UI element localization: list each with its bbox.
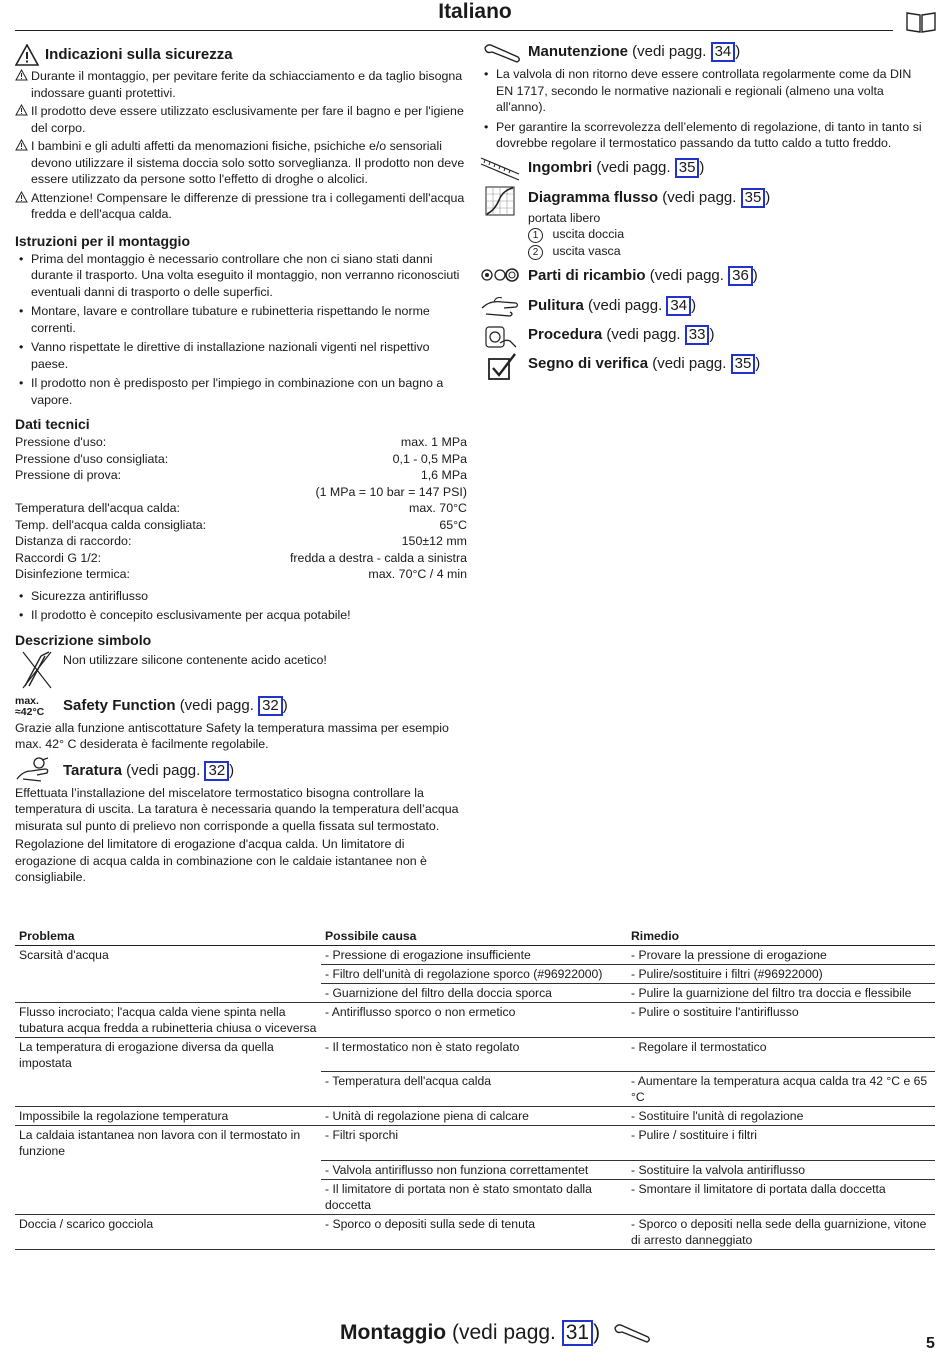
paren-close: ) [282,696,288,714]
cell-remedy: - Aumentare la temperatura acqua calda tra 42 °C e 65 °C [627,1072,935,1107]
verifica-title: Segno di verifica [528,355,649,372]
safety-item [15,103,467,136]
table-row [15,1002,935,1037]
spec-label: Pressione di prova: [15,468,122,482]
safety-function-title: Safety Function [63,696,176,714]
cell-problem [15,1160,321,1179]
paren-close: ) [691,297,697,314]
safety-item-text: Durante il montaggio, per pevitare ferite da schiacciamento e da taglio bisogna indossare guanti protettivi. [31,69,463,100]
procedura-row [480,323,930,351]
paren-close: ) [709,326,715,343]
hand-calibration-icon [15,757,51,783]
wrench-icon [612,1322,652,1344]
paren-close: ) [735,43,741,60]
table-row [15,1160,935,1179]
maintenance-list [480,66,930,152]
safety-function-page-link[interactable]: 32 [258,696,283,716]
safety-list [15,68,467,223]
cell-problem: Impossibile la regolazione temperatura [15,1107,321,1126]
max-temp-line1: max. [15,694,39,707]
cell-cause: - Il limitatore di portata non è stato smontato dalla doccetta [321,1179,627,1214]
cell-remedy: - Pulire/sostituire i filtri (#96922000) [627,964,935,983]
table-row [15,1072,935,1107]
ingombri-page-link[interactable]: 35 [675,158,700,178]
installation-title: Istruzioni per il montaggio [15,232,190,249]
spec-label: Pressione d'uso consigliata: [15,451,169,466]
page-title: Italiano [438,0,512,23]
header-problem: Problema [15,928,321,945]
option-label: uscita doccia [552,227,625,241]
safety-item-text: Il prodotto deve essere utilizzato esclusivamente per fare il bagno e per l'igiene del corpo. [31,104,464,135]
safety-item [15,68,467,101]
cell-remedy: - Smontare il limitatore di portata dalla doccetta [627,1179,935,1214]
cell-problem: La temperatura di erogazione diversa da quella impostata [19,1039,274,1070]
table-row [15,1214,935,1249]
cell-cause: - Valvola antiriflusso non funziona correttamentet [321,1160,627,1179]
spec-row [15,500,467,517]
book-icon [905,10,937,34]
safety-item-text: Attenzione! Compensare le differenze di pressione tra i collegamenti dell'acqua fredda e dell'acqua calda. [31,190,465,221]
spec-value: max. 1 MPa [400,435,467,449]
cell-remedy: - Sostituire l'unità di regolazione [627,1107,935,1126]
cell-cause: - Antiriflusso sporco o non ermetico [321,1002,627,1037]
cell-remedy: - Sostituire la valvola antiriflusso [627,1160,935,1179]
diagramma-ref: (vedi pagg. [662,189,737,206]
spec-row [15,517,467,534]
warning-icon [15,69,28,81]
cell-cause: - Sporco o depositi sulla sede di tenuta [321,1214,627,1249]
header-remedy: Rimedio [627,928,935,945]
technical-title: Dati tecnici [15,416,90,432]
troubleshooting-body [15,945,935,1249]
cell-remedy: - Pulire la guarnizione del filtro tra doccia e flessibile [627,983,935,1002]
ricambio-heading [528,266,758,286]
cleaning-hand-icon [480,294,520,320]
technical-specs [15,434,467,583]
table-header-row [15,928,935,945]
warning-icon [15,139,28,151]
table-row [15,945,935,964]
page-number: 5 [926,1335,935,1352]
footer-title: Montaggio [340,1321,447,1344]
safety-item [15,138,467,188]
diagramma-option-2 [528,243,621,260]
verifica-page-link[interactable]: 35 [731,354,756,374]
safety-item [15,190,467,223]
taratura-text-1: Effettuata l’installazione del miscelatore termostatico bisogna controllare la temperatura di uscita. La taratura è necessaria quando la temperatura dell’acqua misurata sul punto di prelievo non corrisponde a quella fissata sul termostato. [15,785,459,833]
procedura-ref: (vedi pagg. [606,326,681,343]
ingombri-row [480,156,930,184]
paren-close: ) [699,159,705,176]
header-cause: Possibile causa [321,928,627,945]
taratura-page-link[interactable]: 32 [204,761,229,781]
header-rule [15,30,893,31]
spec-label: Distanza di raccordo: [15,534,132,548]
max-temp-icon [15,696,44,718]
silicone-text: Non utilizzare silicone contenente acido acetico! [63,652,327,667]
silicone-symbol [15,650,467,694]
maintenance-item: • La valvola di non ritorno deve essere controllata regolarmente come da DIN EN 1717, secondo le normative nazionali e regionali (almeno una volta all'anno). [480,66,930,116]
taratura-title: Taratura [63,761,122,779]
cell-cause: - Filtri sporchi [321,1126,627,1161]
pulitura-ref: (vedi pagg. [588,297,663,314]
cell-remedy: - Pulire / sostituire i filtri [627,1126,935,1161]
ingombri-heading [528,158,704,178]
table-row [15,1126,935,1161]
diagramma-heading [528,188,770,208]
spec-value: 1,6 MPa [420,468,467,482]
safety-title: Indicazioni sulla sicurezza [45,46,233,63]
spec-row [15,566,467,583]
safety-item-text: I bambini e gli adulti affetti da menomazioni fisiche, psichiche e/o sensoriali devono utilizzare il sistema doccia solo sotto sorveglianza. Il prodotto non deve essere utilizzato da persone sotto l'effetto di droghe o alcolici. [31,139,465,186]
troubleshooting-table [15,928,935,1250]
warning-icon [15,191,28,203]
ricambio-page-link[interactable]: 36 [728,266,753,286]
pulitura-page-link[interactable]: 34 [666,296,691,316]
maintenance-heading [528,42,740,62]
verifica-row [480,352,930,380]
wrench-icon [482,42,522,64]
cell-remedy: - Regolare il termostatico [627,1037,935,1072]
pulitura-row [480,294,930,322]
cell-cause: - Temperatura dell'acqua calda [321,1072,627,1107]
safety-heading [15,44,467,66]
procedura-page-link[interactable]: 33 [685,325,710,345]
taratura-symbol [15,757,467,785]
spec-value: 65°C [439,517,467,532]
diagramma-title: Diagramma flusso [528,189,659,206]
spec-row [15,451,467,468]
spec-label: Raccordi G 1/2: [15,550,102,565]
maintenance-heading-row [480,40,930,66]
spec-row [15,434,467,451]
number-circle: 1 [528,228,543,243]
table-row [15,964,935,983]
ingombri-ref: (vedi pagg. [596,159,671,176]
cell-cause: - Filtro dell'unità di regolazione sporco (#96922000) [321,964,627,983]
max-temp-line2: ≈42°C [15,705,45,718]
footer-heading [340,1320,652,1346]
number-circle: 2 [528,245,543,260]
diagramma-sub: portata libero [528,211,601,225]
table-row [15,1037,935,1072]
cell-cause: - Guarnizione del filtro della doccia sporca [321,983,627,1002]
maintenance-title: Manutenzione [528,43,628,60]
installation-item: • Montare, lavare e controllare tubature e rubinetteria rispettando le norme correnti. [15,303,467,336]
warning-icon [15,44,39,66]
verifica-ref: (vedi pagg. [652,355,727,372]
footer-ref: (vedi pagg. [451,1321,556,1344]
spec-value: 0,1 - 0,5 MPa [392,451,467,466]
warning-icon [15,104,28,116]
pulitura-heading [528,296,696,316]
spec-row [15,533,467,550]
cell-cause: - Pressione di erogazione insufficiente [321,945,627,964]
spec-label: Pressione d'uso: [15,435,107,449]
cell-problem [15,1179,321,1214]
spec-label: Temp. dell'acqua calda consigliata: [15,517,207,532]
right-column [480,40,930,372]
ingombri-title: Ingombri [528,159,593,176]
diagramma-option-1 [528,226,624,243]
paren-close: ) [229,761,235,779]
silicone-gun-icon [21,650,53,690]
procedure-hand-icon [480,323,520,351]
table-row [15,1107,935,1126]
maintenance-ref: (vedi pagg. [632,43,707,60]
symbols-title: Descrizione simbolo [15,631,152,648]
spec-value: (1 MPa = 10 bar = 147 PSI) [315,484,467,499]
footer-page-link[interactable]: 31 [562,1320,593,1346]
safety-function-text: Grazie alla funzione antiscottature Safety la temperatura massima per esempio max. 42° C desiderata è facilmente regolabile. [15,720,449,751]
spec-row [15,467,467,484]
taratura-heading [63,761,234,781]
procedura-title: Procedura [528,326,603,343]
ricambio-ref: (vedi pagg. [649,267,724,284]
table-row [15,983,935,1002]
diagramma-page-link[interactable]: 35 [741,188,766,208]
spec-value: max. 70°C [409,501,467,515]
cell-problem [15,964,321,983]
ricambio-title: Parti di ricambio [528,267,646,284]
technical-bullets [15,588,467,624]
paren-close: ) [755,355,761,372]
spec-value: fredda a destra - calda a sinistra [289,550,467,565]
checkbox-checked-icon [488,352,518,380]
cell-problem: Scarsità d'acqua [19,947,109,962]
cell-problem: Flusso incrociato; l'acqua calda viene spinta nella tubatura acqua fredda a rubinetteria chiusa o viceversa [15,1002,321,1037]
spec-row [15,550,467,567]
installation-item: • Vanno rispettate le direttive di installazione nazionali vigenti nel rispettivo paese. [15,339,467,372]
maintenance-item: • Per garantire la scorrevolezza dell’elemento di regolazione, di tanto in tanto si dovrebbe regolare il termostatico passando da tutto caldo a tutto freddo. [480,119,930,152]
installation-list [15,251,467,409]
spec-label: Temperatura dell'acqua calda: [15,501,180,515]
cell-cause: - Unità di regolazione piena di calcare [321,1107,627,1126]
cell-remedy: - Provare la pressione di erogazione [627,945,935,964]
diagramma-row [480,186,930,266]
option-label: uscita vasca [552,244,621,258]
installation-item: • Il prodotto non è predisposto per l'impiego in combinazione con un bagno a vapore. [15,375,467,408]
taratura-ref: (vedi pagg. [126,761,201,779]
flow-diagram-icon [485,186,515,216]
procedura-heading [528,325,714,345]
paren-close: ) [765,189,771,206]
cell-problem: La caldaia istantanea non lavora con il termostato in funzione [19,1128,301,1158]
ruler-icon [480,156,520,182]
technical-bullet: • Sicurezza antiriflusso [15,588,467,605]
cell-problem [15,983,321,1002]
maintenance-page-link[interactable]: 34 [711,42,736,62]
cell-cause: - Il termostatico non è stato regolato [321,1037,627,1072]
spec-value: max. 70°C / 4 min [368,567,467,581]
table-row [15,1179,935,1214]
safety-function-heading [63,696,288,716]
technical-bullet: • Il prodotto è concepito esclusivamente per acqua potabile! [15,607,467,624]
cell-remedy: - Sporco o depositi nella sede della guarnizione, vitone di arresto danneggiato [627,1214,935,1249]
spec-row [15,484,467,501]
spec-label: Disinfezione termica: [15,567,131,581]
paren-close: ) [752,267,758,284]
safety-function-ref: (vedi pagg. [179,696,254,714]
paren-close: ) [593,1321,601,1344]
taratura-text-2: Regolazione del limitatore di erogazione d'acqua calda. Un limitatore di erogazione di acqua calda in combinazione con le caldaie istantanee non è consigliabile. [15,837,427,884]
safety-function-symbol [15,694,467,720]
left-column [15,44,467,886]
spare-parts-icon [480,264,520,286]
ricambio-row [480,264,930,292]
installation-item: • Prima del montaggio è necessario controllare che non ci siano stati danni durante il trasporto. Una volta eseguito il montaggio, non verranno riconosciuti eventuali danni di trasporto o delle superfici. [15,251,467,301]
cell-remedy: - Pulire o sostituire l'antiriflusso [627,1002,935,1037]
cell-problem: Doccia / scarico gocciola [15,1214,321,1249]
cell-problem [15,1072,321,1107]
verifica-heading [528,354,760,374]
spec-value: 150±12 mm [401,534,467,548]
pulitura-title: Pulitura [528,297,584,314]
